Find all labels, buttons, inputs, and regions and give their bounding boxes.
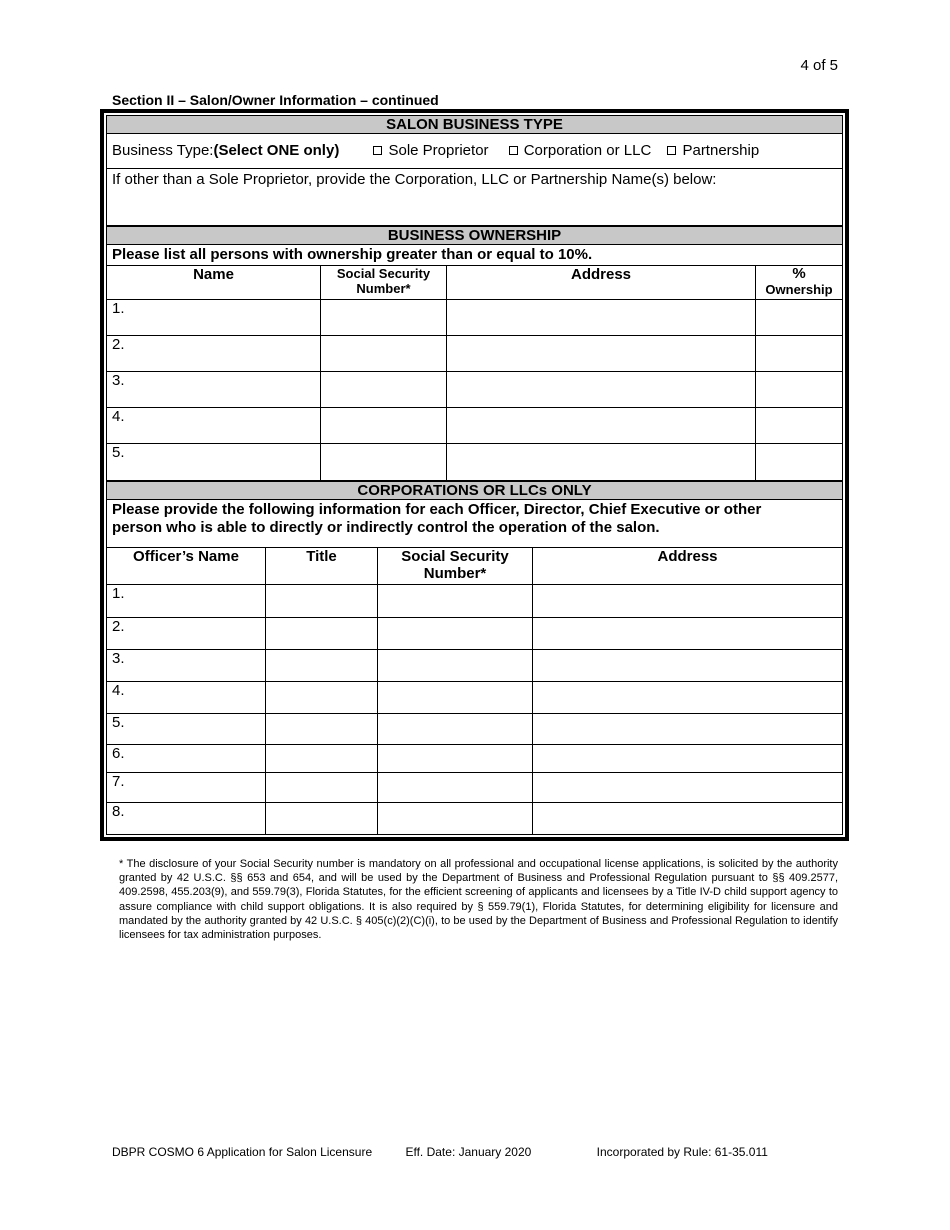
officer-address-cell[interactable] bbox=[533, 773, 843, 803]
owner-address-cell[interactable] bbox=[447, 444, 756, 481]
officer-address-cell[interactable] bbox=[533, 650, 843, 682]
table-row bbox=[107, 336, 843, 372]
table-row bbox=[107, 372, 843, 408]
col-officer-address: Address bbox=[533, 548, 843, 585]
officer-address-cell[interactable] bbox=[533, 618, 843, 650]
owner-name-cell[interactable]: 5. bbox=[107, 444, 321, 481]
officers-instruction: Please provide the following information for each Officer, Director, Chief Executive or other person who is able to directly or indirectly control the operation of the salon. bbox=[107, 500, 843, 548]
table-row bbox=[107, 714, 843, 745]
table-row bbox=[107, 803, 843, 835]
section-title: Section II – Salon/Owner Information – continued bbox=[112, 92, 439, 108]
officer-name-cell[interactable]: 3. bbox=[107, 650, 266, 682]
col-ssn: Social Security Number* bbox=[321, 266, 447, 300]
business-type-label: Business Type: bbox=[112, 142, 214, 159]
ownership-table bbox=[106, 226, 843, 481]
owner-ssn-cell[interactable] bbox=[321, 336, 447, 372]
officer-title-cell[interactable] bbox=[266, 803, 378, 835]
owner-name-cell[interactable]: 4. bbox=[107, 408, 321, 444]
owner-ssn-cell[interactable] bbox=[321, 408, 447, 444]
officer-address-cell[interactable] bbox=[533, 803, 843, 835]
col-ownership-pct: % Ownership bbox=[756, 266, 843, 300]
table-row bbox=[107, 300, 843, 336]
col-title: Title bbox=[266, 548, 378, 585]
table-row bbox=[107, 618, 843, 650]
col-address: Address bbox=[447, 266, 756, 300]
checkbox-icon[interactable] bbox=[373, 146, 382, 155]
owner-name-cell[interactable]: 3. bbox=[107, 372, 321, 408]
table-row bbox=[107, 773, 843, 803]
footer-form-name: DBPR COSMO 6 Application for Salon Licensure bbox=[112, 1145, 373, 1159]
ssn-disclosure-footnote: * The disclosure of your Social Security number is mandatory on all professional and occupational license applications, is solicited by the authority granted by 42 U.S.C. §§ 653 and 654, and will be used by the Department of Business and Professional Regulation pursuant to §§ 409.2577, 409.2598, 455.203(9), and 559.79(3), Florida Statutes, for the efficient screening of applicants and licensees by a Title IV-D child support agency to assure compliance with child support obligations. It is also required by § 559.79(1), Florida Statutes, for determining eligibility for licensure and mandated by the authority granted by 42 U.S.C. § 405(c)(2)(C)(i), to be used by the Department of Business and Professional Regulation to identify licensees for tax administration purposes. bbox=[119, 858, 838, 942]
officer-address-cell[interactable] bbox=[533, 585, 843, 618]
officer-title-cell[interactable] bbox=[266, 650, 378, 682]
officer-name-cell[interactable]: 6. bbox=[107, 745, 266, 773]
table-row bbox=[107, 444, 843, 481]
officer-title-cell[interactable] bbox=[266, 745, 378, 773]
owner-pct-cell[interactable] bbox=[756, 444, 843, 481]
table-row bbox=[107, 682, 843, 714]
officer-ssn-cell[interactable] bbox=[378, 585, 533, 618]
officers-table bbox=[106, 481, 843, 835]
officer-title-cell[interactable] bbox=[266, 585, 378, 618]
officer-ssn-cell[interactable] bbox=[378, 618, 533, 650]
officer-name-cell[interactable]: 4. bbox=[107, 682, 266, 714]
officer-title-cell[interactable] bbox=[266, 618, 378, 650]
business-type-header: SALON BUSINESS TYPE bbox=[107, 116, 843, 134]
officer-name-cell[interactable]: 2. bbox=[107, 618, 266, 650]
owner-name-cell[interactable]: 2. bbox=[107, 336, 321, 372]
owner-address-cell[interactable] bbox=[447, 408, 756, 444]
owner-name-cell[interactable]: 1. bbox=[107, 300, 321, 336]
officer-address-cell[interactable] bbox=[533, 682, 843, 714]
col-name: Name bbox=[107, 266, 321, 300]
owner-ssn-cell[interactable] bbox=[321, 444, 447, 481]
officer-ssn-cell[interactable] bbox=[378, 714, 533, 745]
option-partnership[interactable]: Partnership bbox=[667, 142, 759, 159]
business-type-table bbox=[106, 115, 843, 226]
owner-pct-cell[interactable] bbox=[756, 300, 843, 336]
officer-address-cell[interactable] bbox=[533, 714, 843, 745]
officer-ssn-cell[interactable] bbox=[378, 745, 533, 773]
owner-pct-cell[interactable] bbox=[756, 372, 843, 408]
table-row bbox=[107, 408, 843, 444]
owner-ssn-cell[interactable] bbox=[321, 372, 447, 408]
officer-name-cell[interactable]: 1. bbox=[107, 585, 266, 618]
checkbox-icon[interactable] bbox=[509, 146, 518, 155]
footer-rule: Incorporated by Rule: 61-35.011 bbox=[596, 1145, 768, 1159]
form-frame bbox=[100, 109, 849, 841]
option-corporation-llc[interactable]: Corporation or LLC bbox=[509, 142, 652, 159]
officer-ssn-cell[interactable] bbox=[378, 650, 533, 682]
owner-pct-cell[interactable] bbox=[756, 336, 843, 372]
page-footer bbox=[112, 1145, 768, 1159]
owner-address-cell[interactable] bbox=[447, 372, 756, 408]
checkbox-icon[interactable] bbox=[667, 146, 676, 155]
ownership-instruction: Please list all persons with ownership greater than or equal to 10%. bbox=[107, 245, 843, 266]
option-sole-proprietor[interactable]: Sole Proprietor bbox=[373, 142, 488, 159]
business-name-instruction: If other than a Sole Proprietor, provide the Corporation, LLC or Partnership Name(s) below: bbox=[112, 171, 717, 188]
officer-title-cell[interactable] bbox=[266, 773, 378, 803]
business-type-row bbox=[107, 134, 843, 169]
business-type-select-note: (Select ONE only) bbox=[213, 142, 340, 159]
officer-address-cell[interactable] bbox=[533, 745, 843, 773]
page-number: 4 of 5 bbox=[800, 57, 838, 74]
business-name-field[interactable] bbox=[107, 169, 843, 226]
table-row bbox=[107, 745, 843, 773]
officer-name-cell[interactable]: 5. bbox=[107, 714, 266, 745]
officer-name-cell[interactable]: 8. bbox=[107, 803, 266, 835]
owner-pct-cell[interactable] bbox=[756, 408, 843, 444]
officers-header: CORPORATIONS OR LLCs ONLY bbox=[107, 482, 843, 500]
officer-name-cell[interactable]: 7. bbox=[107, 773, 266, 803]
officer-ssn-cell[interactable] bbox=[378, 803, 533, 835]
footer-eff-date: Eff. Date: January 2020 bbox=[405, 1145, 532, 1159]
owner-address-cell[interactable] bbox=[447, 336, 756, 372]
col-officer-ssn: Social Security Number* bbox=[378, 548, 533, 585]
officer-ssn-cell[interactable] bbox=[378, 682, 533, 714]
col-officer-name: Officer’s Name bbox=[107, 548, 266, 585]
owner-ssn-cell[interactable] bbox=[321, 300, 447, 336]
ownership-header: BUSINESS OWNERSHIP bbox=[107, 227, 843, 245]
officer-title-cell[interactable] bbox=[266, 714, 378, 745]
table-row bbox=[107, 650, 843, 682]
officer-title-cell[interactable] bbox=[266, 682, 378, 714]
officer-ssn-cell[interactable] bbox=[378, 773, 533, 803]
owner-address-cell[interactable] bbox=[447, 300, 756, 336]
table-row bbox=[107, 585, 843, 618]
